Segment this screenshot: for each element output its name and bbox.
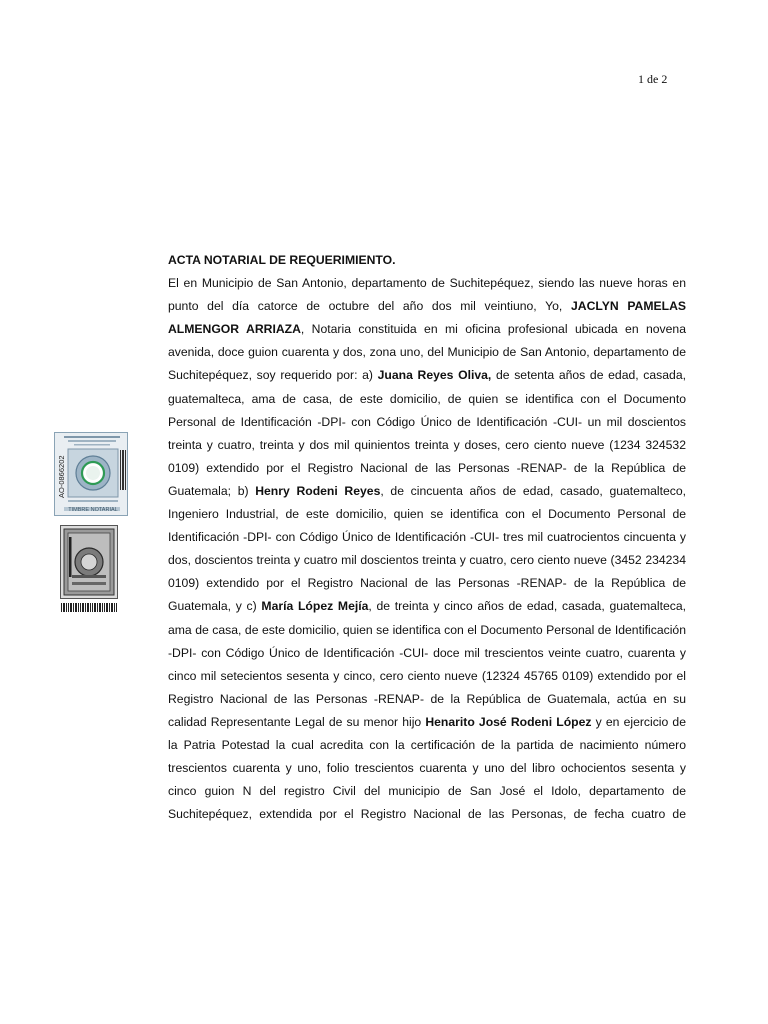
notary-name: JACLYN PAMELAS ALMENGOR ARRIAZA bbox=[168, 299, 686, 337]
paragraph-text: , Notaria constituida en mi oficina profesional ubicada en novena avenida, doce guion cuarenta y dos, zona uno, del Municipio de San Antonio, departamento de Suchitepéquez, soy requerido por: a) bbox=[168, 322, 686, 383]
party-name-c: María López Mejía bbox=[261, 599, 369, 614]
notarial-stamp-icon bbox=[54, 432, 128, 516]
paragraph-text: de setenta años de edad, casada, guatemalteca, ama de casa, de este domicilio, de quien se identifica con el Documento Personal de Identificación -DPI- con Código Único de Identificación -CUI- un mil doscientos treinta y cuatro, treinta y dos mil quinientos treinta y doses, cero ciento nueve (1234 324532 0109) extendido por el Registro Nacional de las Personas -RENAP- de la República de Guatemala; b) bbox=[168, 368, 686, 498]
tax-stamp-icon bbox=[60, 525, 118, 613]
paragraph-text: , de treinta y cinco años de edad, casada, guatemalteca, ama de casa, de este domicilio, quien se identifica con el Documento Personal de Identificación -DPI- con Código Único de Identificación -CUI- doce mil trescientos veinte cuatro, cuarenta y cinco mil setecientos sesenta y cinco, cero ciento nueve (12324 45765 0109) extendido por el Registro Nacional de las Personas -RENAP- de la República de Guatemala, actúa en su calidad Representante Legal de su menor hijo bbox=[168, 599, 687, 729]
paragraph-text: , de cincuenta años de edad, casado, guatemalteco, Ingeniero Industrial, de este domicilio, quien se identifica con el Documento Personal de Identificación -DPI- con Código Único de Identificación -CUI- tres mil cuatrocientos cincuenta y dos, doscientos treinta y cuatro mil doscientos treinta y cuatro, cero ciento nueve (3452 234234 0109) extendido por el Registro Nacional de las Personas -RENAP- de la República de Guatemala, y c) bbox=[168, 483, 687, 614]
document-body bbox=[168, 249, 686, 826]
notarial-stamp-serial: AO-0866202 bbox=[57, 455, 66, 498]
paragraph-text: y en ejercicio de la Patria Potestad la cual acredita con la certificación de la partida de nacimiento número trescientos cuarenta y uno, folio trescientos cuarenta y uno del libro ochocientos sesenta y cinco guion N del registro Civil del municipio de San José el Idolo, departamento de Suchitepéquez, extendida por el Registro Nacional de las Personas, de fecha cuatro de bbox=[168, 714, 686, 822]
party-name-b: Henry Rodeni Reyes bbox=[255, 483, 381, 498]
page-number: 1 de 2 bbox=[638, 72, 668, 86]
paragraph-text: El en Municipio de San Antonio, departamento de Suchitepéquez, siendo las nueve horas en punto del día catorce de octubre del año dos mil veintiuno, Yo, bbox=[168, 276, 686, 314]
party-name-a: Juana Reyes Oliva, bbox=[377, 368, 492, 383]
minor-name: Henarito José Rodeni López bbox=[425, 714, 592, 729]
document-title: ACTA NOTARIAL DE REQUERIMIENTO. bbox=[168, 253, 396, 267]
notarial-stamp-caption: TIMBRE NOTARIAL bbox=[68, 507, 118, 513]
document-paragraph bbox=[168, 272, 686, 826]
